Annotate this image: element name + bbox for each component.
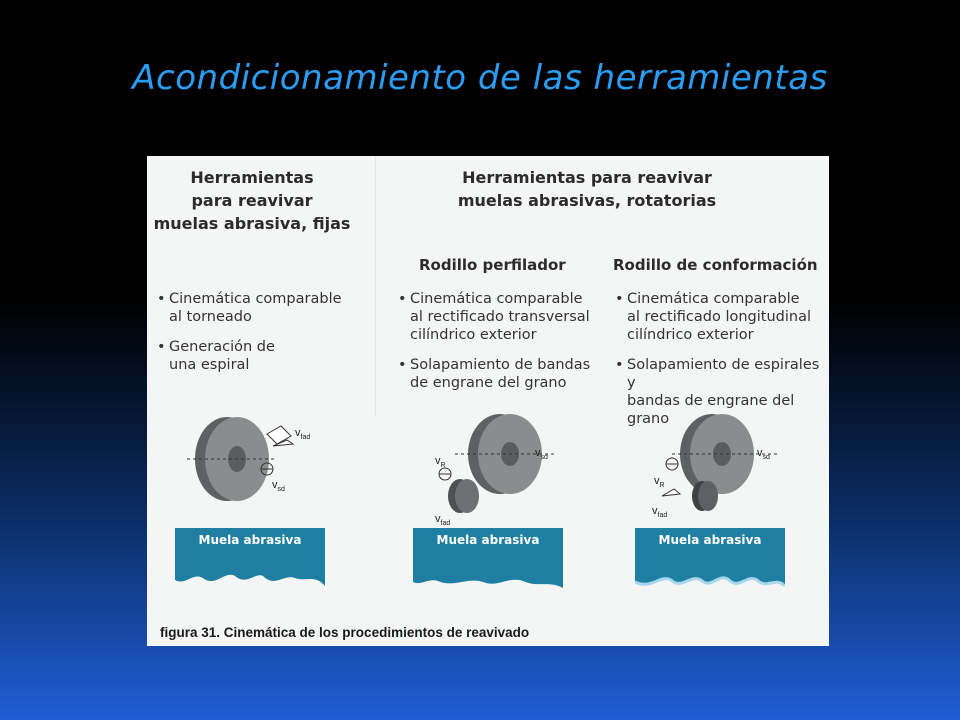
svg-text:vsd: $v_{sd}$ (757, 447, 770, 461)
profile-roller-heading: Rodillo perfilador (419, 256, 566, 274)
svg-text:vsd: $v_{sd}$ (535, 447, 548, 461)
fixed-tools-bullets (157, 290, 367, 386)
bullet-item: • Cinemática comparable al rectificado longitudinal cilíndrico exterior (615, 290, 829, 344)
kinematics-figure (147, 156, 829, 646)
wheel-profile-2 (413, 572, 563, 594)
forming-roller-illustration (642, 414, 802, 529)
column-divider (375, 156, 376, 416)
wheel-profile-1 (175, 572, 325, 594)
slide-title: Acondicionamiento de las herramientas (132, 58, 828, 98)
grinding-wheel-band-3: Muela abrasiva (635, 528, 785, 572)
grinding-wheel-band-2: Muela abrasiva (413, 528, 563, 572)
svg-text:vsd: $v_{sd}$ (272, 479, 285, 493)
svg-text:vR: $v_R$ (435, 455, 446, 469)
fixed-dresser-illustration (177, 414, 337, 524)
rotary-tools-heading: Herramientas para reavivar muelas abrasivas, rotatorias (457, 168, 717, 210)
bullet-item: • Solapamiento de bandas de engrane del grano (398, 356, 608, 392)
bullet-item: • Cinemática comparable al rectificado transversal cilíndrico exterior (398, 290, 608, 344)
svg-text:vfad: $v_{fad}$ (435, 513, 451, 527)
svg-text:vR: $v_R$ (654, 475, 665, 489)
wheel-profile-3 (635, 572, 785, 594)
bullet-item: • Solapamiento de espirales y bandas de engrane del grano (615, 356, 829, 428)
profile-roller-bullets (398, 290, 608, 404)
grinding-wheel-band-1: Muela abrasiva (175, 528, 325, 572)
bullet-item: • Cinemática comparable al torneado (157, 290, 367, 326)
fixed-tools-heading: Herramientas para reavivar muelas abrasiva, fijas (153, 168, 351, 233)
figure-caption: figura 31. Cinemática de los procedimientos de reavivado (160, 625, 530, 640)
profile-roller-illustration (415, 414, 575, 529)
bullet-item: • Generación de una espiral (157, 338, 367, 374)
svg-text:vfad: $v_{fad}$ (652, 505, 668, 519)
forming-roller-heading: Rodillo de conformación (613, 256, 818, 274)
svg-text:vfad: $v_{fad}$ (295, 427, 311, 441)
